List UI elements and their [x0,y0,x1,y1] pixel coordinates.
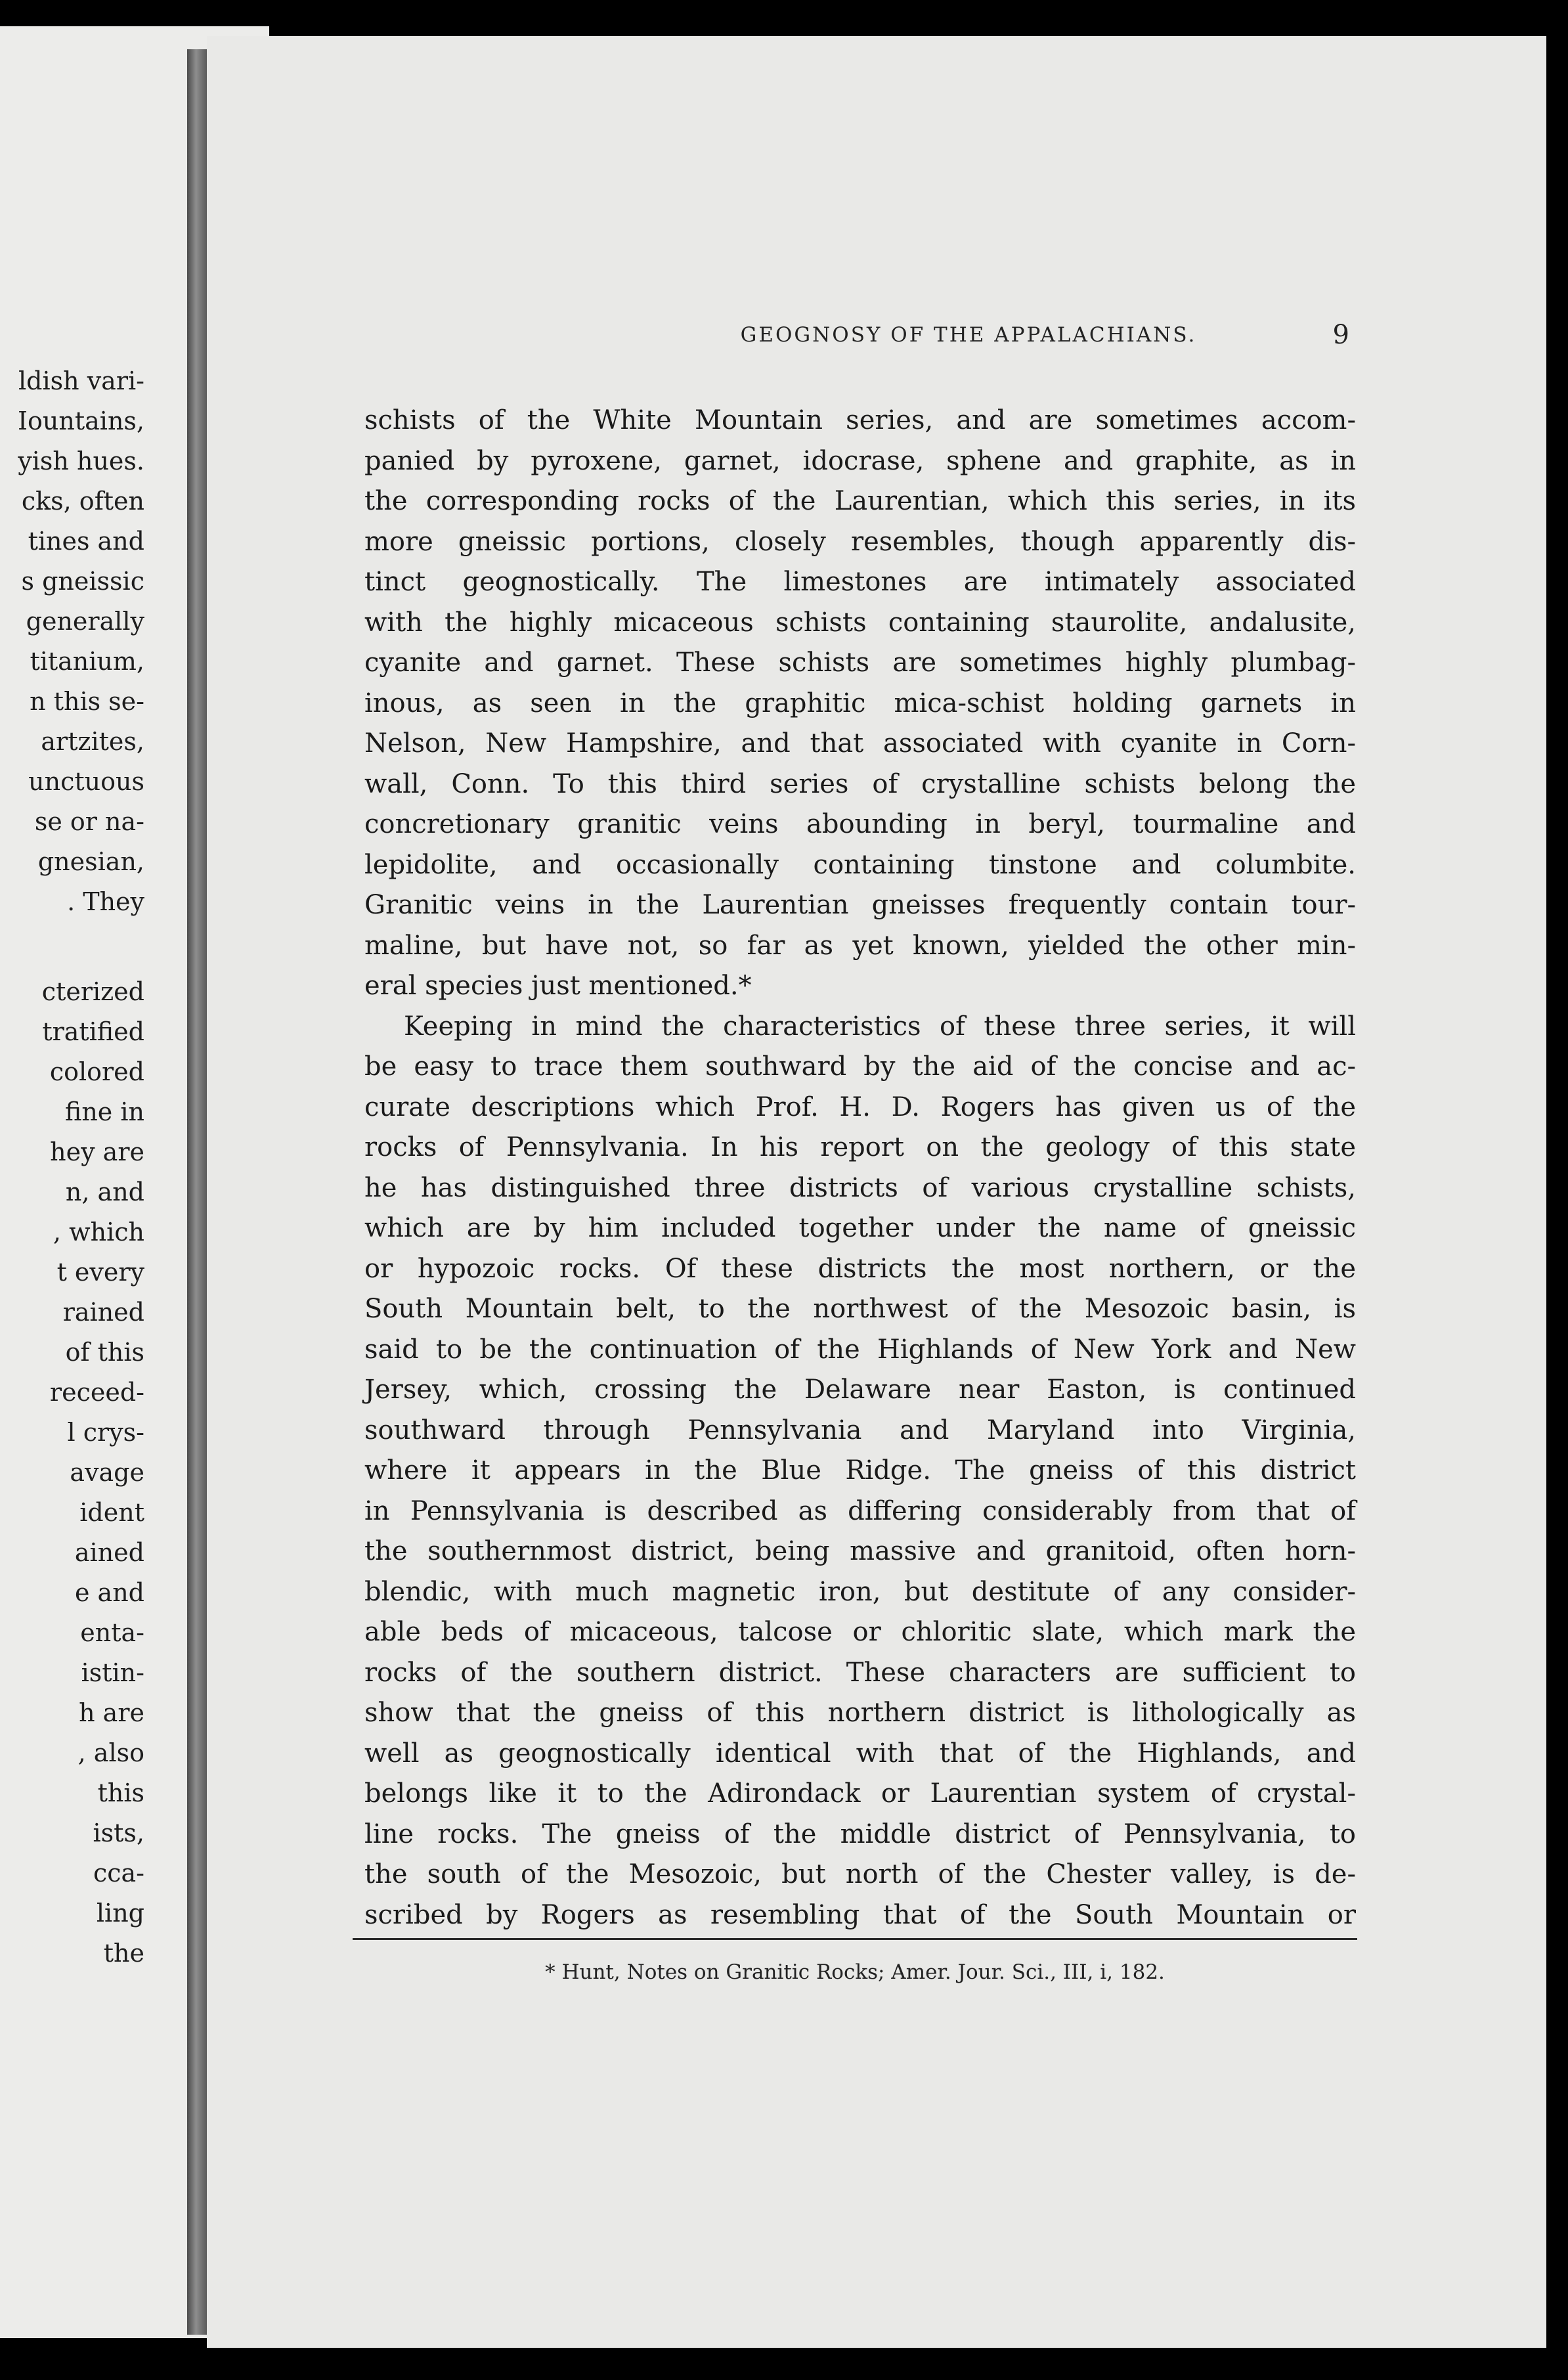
text-line: cks, often [21,487,144,516]
text-line: where it appears in the Blue Ridge. The gneiss of this district [364,1455,1356,1486]
left-page-text-block-upper [0,361,144,922]
running-head [207,315,1546,355]
page-number: 9 [1332,320,1349,350]
text-line: the south of the Mesozoic, but north of the Chester valley, is de- [364,1859,1356,1889]
running-title: GEOGNOSY OF THE APPALACHIANS. [740,323,1197,347]
text-line: show that the gneiss of this northern district is lithologically as [364,1698,1356,1728]
text-line: enta- [80,1618,144,1647]
text-line: the corresponding rocks of the Laurentian, which this series, in its [364,486,1356,516]
text-line: fine in [64,1097,144,1126]
text-line: ained [74,1538,144,1567]
text-line: or hypozoic rocks. Of these districts the most northern, or the [364,1253,1356,1284]
text-line: generally [26,607,144,636]
text-line: tinct geognostically. The limestones are intimately associated [364,567,1356,597]
text-line: t every [56,1258,144,1287]
book-gutter [187,49,207,2335]
text-line: artzites, [41,727,144,756]
text-line: schists of the White Mountain series, and are sometimes accom- [364,405,1356,435]
text-line: more gneissic portions, closely resembles, though apparently dis- [364,526,1356,557]
right-main-page [207,36,1546,2348]
text-line: with the highly micaceous schists containing staurolite, andalusite, [364,607,1356,638]
text-line: line rocks. The gneiss of the middle district of Pennsylvania, to [364,1818,1356,1849]
footnote: * Hunt, Notes on Granitic Rocks; Amer. Jour. Sci., III, i, 182. [545,1960,1165,1984]
footnote-rule [353,1938,1357,1940]
text-line: l crys- [67,1418,144,1447]
text-line: eral species just mentioned.* [364,971,752,1001]
text-line: South Mountain belt, to the northwest of the Mesozoic basin, is [364,1294,1356,1324]
text-line: h are [79,1698,144,1727]
text-line: Keeping in mind the characteristics of these three series, it will [404,1011,1356,1042]
body-text [364,401,1356,1935]
text-line: se or na- [34,807,144,836]
text-line: colored [49,1057,144,1086]
text-line: well as geognostically identical with that of the Highlands, and [364,1738,1356,1769]
text-line: wall, Conn. To this third series of crystalline schists belong the [364,768,1356,799]
text-line: istin- [81,1658,144,1687]
text-line: . They [67,887,144,916]
text-line: of this [65,1338,144,1367]
text-line: Iountains, [18,407,144,435]
text-line: n, and [65,1178,144,1206]
text-line: he has distinguished three districts of various crystalline schists, [364,1172,1356,1203]
text-line: lepidolite, and occasionally containing tinstone and columbite. [364,849,1356,880]
text-line: southward through Pennsylvania and Maryland into Virginia, [364,1415,1356,1445]
text-line: said to be the continuation of the Highlands of New York and New [364,1334,1356,1365]
text-line: , also [77,1738,144,1767]
text-line: avage [70,1458,144,1487]
text-line: be easy to trace them southward by the aid of the concise and ac- [364,1051,1356,1082]
text-line: n this se- [30,687,144,716]
left-page-text-block-lower [0,972,144,1973]
text-line: e and [74,1578,144,1607]
text-line: ldish vari- [18,366,144,395]
text-line: ident [79,1498,144,1527]
text-line: cca- [93,1859,144,1887]
text-line: concretionary granitic veins abounding in beryl, tourmaline and [364,809,1356,839]
text-line: curate descriptions which Prof. H. D. Rogers has given us of the [364,1091,1356,1122]
text-line: panied by pyroxene, garnet, idocrase, sphene and graphite, as in [364,445,1356,476]
text-line: gnesian, [37,847,144,876]
text-line: maline, but have not, so far as yet known, yielded the other min- [364,930,1356,961]
text-line: tines and [28,527,144,556]
text-line: belongs like it to the Adirondack or Laurentian system of crystal- [364,1778,1356,1809]
text-line: in Pennsylvania is described as differing considerably from that of [364,1495,1356,1526]
text-line: cterized [41,977,144,1006]
text-line: inous, as seen in the graphitic mica-schist holding garnets in [364,688,1356,718]
text-line: s gneissic [21,567,144,596]
text-line: Nelson, New Hampshire, and that associated with cyanite in Corn- [364,728,1356,759]
text-line: this [97,1778,144,1807]
text-line: able beds of micaceous, talcose or chloritic slate, which mark the [364,1617,1356,1647]
text-line: the southernmost district, being massive and granitoid, often horn- [364,1536,1356,1566]
text-line: yish hues. [18,447,144,475]
text-line: scribed by Rogers as resembling that of the South Mountain or [364,1899,1356,1930]
text-line: Jersey, which, crossing the Delaware near Easton, is continued [364,1375,1356,1405]
text-line: cyanite and garnet. These schists are sometimes highly plumbag- [364,648,1356,678]
text-line: titanium, [30,647,144,676]
text-line: rocks of Pennsylvania. In his report on the geology of this state [364,1132,1356,1162]
text-line: which are by him included together under the name of gneissic [364,1213,1356,1243]
text-line: ling [96,1899,144,1928]
text-line: rocks of the southern district. These characters are sufficient to [364,1657,1356,1688]
text-line: receed- [49,1378,144,1407]
text-line: blendic, with much magnetic iron, but destitute of any consider- [364,1576,1356,1607]
text-line: unctuous [28,767,144,796]
text-line: , which [53,1218,144,1246]
text-line: hey are [50,1137,144,1166]
text-line: rained [62,1298,144,1327]
text-line: tratified [42,1017,144,1046]
text-line: the [103,1939,144,1968]
text-line: Granitic veins in the Laurentian gneisses frequently contain tour- [364,890,1356,920]
text-line: ists, [93,1818,144,1847]
